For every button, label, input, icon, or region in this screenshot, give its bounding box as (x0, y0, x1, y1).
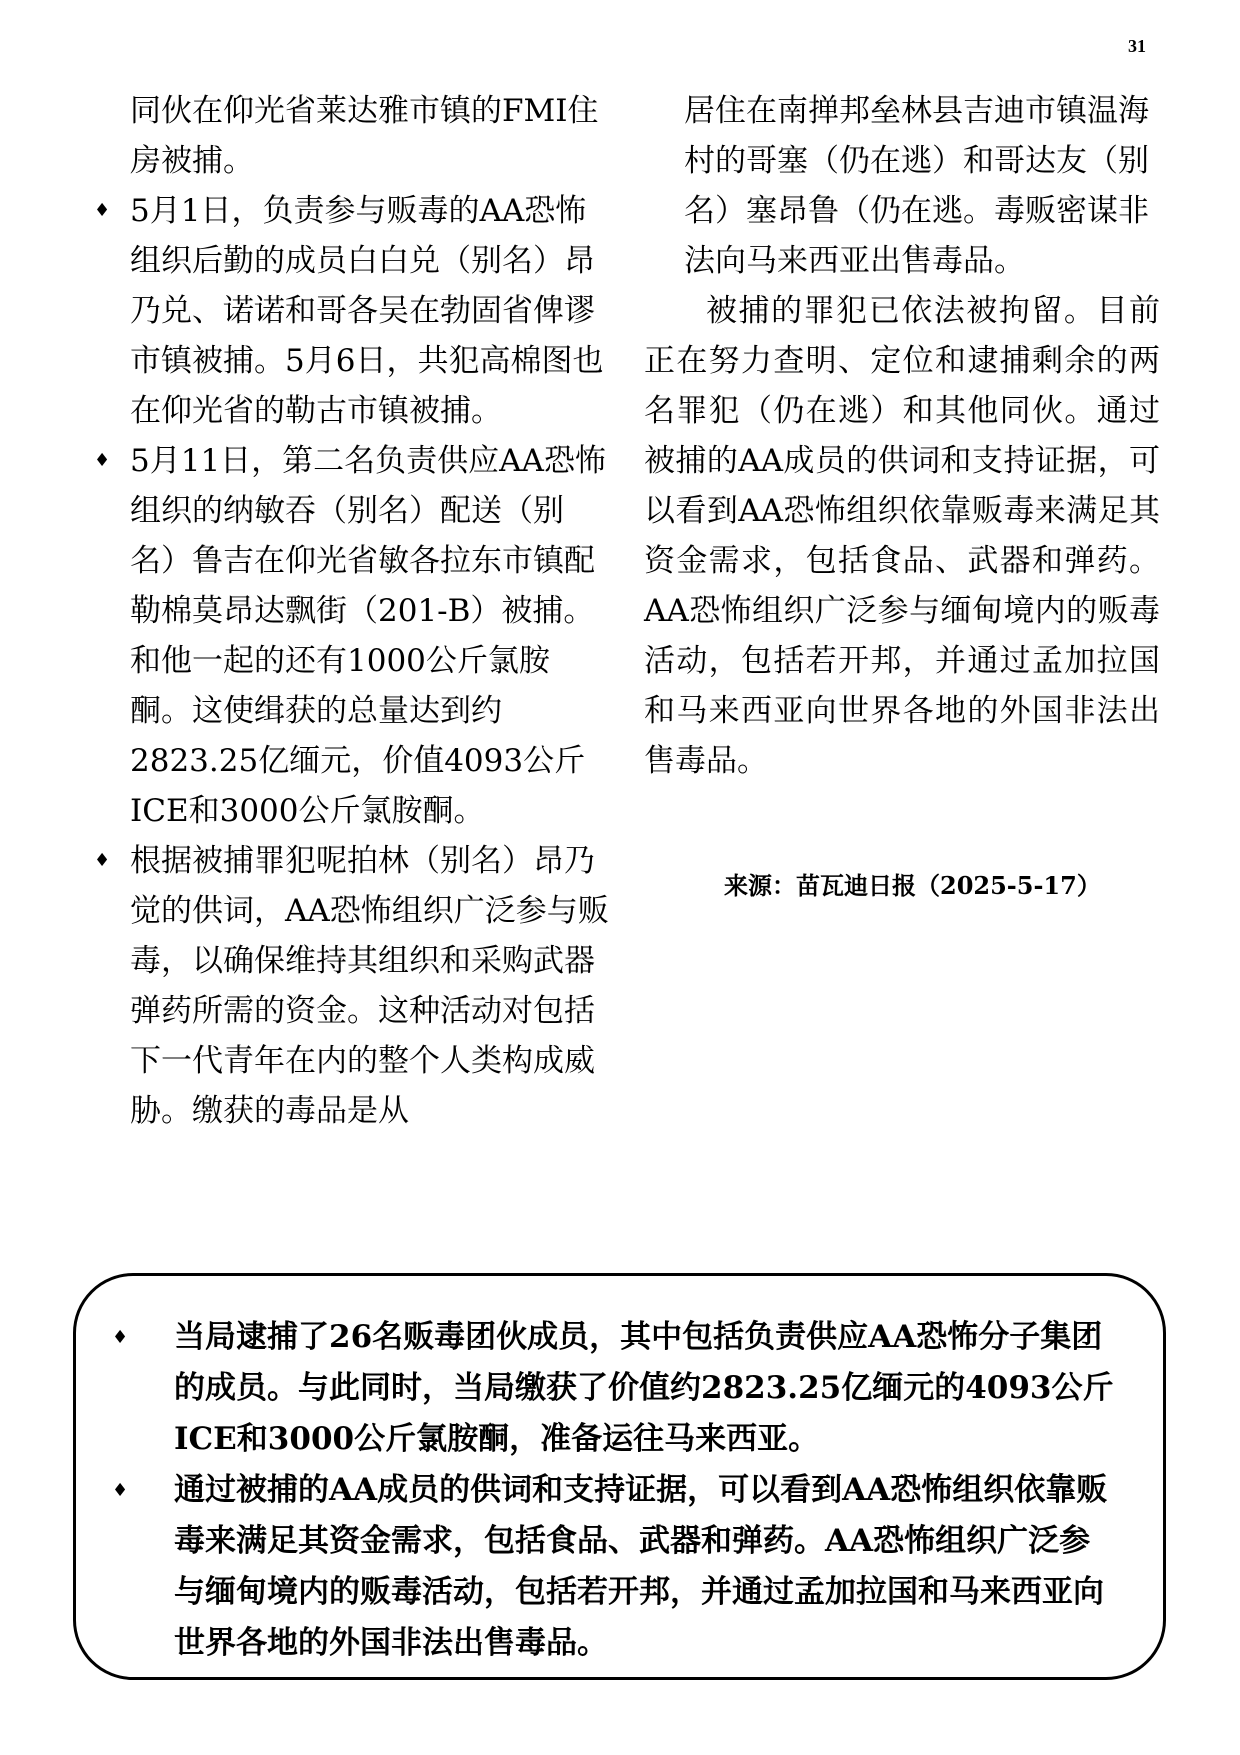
diamond-bullet-icon: ♦ (94, 450, 111, 471)
summary-text: 当局逮捕了26名贩毒团伙成员，其中包括负责供应AA恐怖分子集团的成员。与此同时，当局缴获了价值约2823.25亿缅元的4093公斤ICE和3000公斤氯胺酮，准备运往马来西亚。 (174, 1319, 1114, 1457)
bullet-text: 5月1日，负责参与贩毒的AA恐怖组织后勤的成员白白兑（别名）昂乃兑、诺诺和哥各吴在勃固省俾谬市镇被捕。5月6日，共犯高棉图也在仰光省的勒古市镇被捕。 (130, 193, 604, 429)
summary-item (108, 1465, 1115, 1669)
bullet-item (90, 436, 610, 836)
continuation-paragraph: 居住在南掸邦垒林县吉迪市镇温海村的哥塞（仍在逃）和哥达友（别名）塞昂鲁（仍在逃。毒贩密谋非法向马来西亚出售毒品。 (684, 93, 1149, 279)
summary-box (73, 1273, 1166, 1680)
bullet-item (90, 186, 610, 436)
diamond-bullet-icon: ♦ (94, 850, 111, 871)
body-paragraph: 被捕的罪犯已依法被拘留。目前正在努力查明、定位和逮捕剩余的两名罪犯（仍在逃）和其他同伙。通过被捕的AA成员的供词和支持证据，可以看到AA恐怖组织依靠贩毒来满足其资金需求，包括食品、武器和弹药。AA恐怖组织广泛参与缅甸境内的贩毒活动，包括若开邦，并通过孟加拉国和马来西亚向世界各地的外国非法出售毒品。 (644, 293, 1160, 779)
summary-item (108, 1312, 1115, 1465)
bullet-text: 根据被捕罪犯呢拍林（别名）昂乃觉的供词，AA恐怖组织广泛参与贩毒，以确保维持其组织和采购武器弹药所需的资金。这种活动对包括下一代青年在内的整个人类构成威胁。缴获的毒品是从 (130, 843, 609, 1129)
source-citation: 来源：苗瓦迪日报（2025-5-17） (724, 871, 1101, 900)
bullet-text: 5月11日，第二名负责供应AA恐怖组织的纳敏吞（别名）配送（别名）鲁吉在仰光省敏各拉东市镇配勒棉莫昂达飘街（201-B）被捕。和他一起的还有1000公斤氯胺酮。这使缉获的总量达到约2823.25亿缅元，价值4093公斤ICE和3000公斤氯胺酮。 (130, 443, 606, 829)
summary-text: 通过被捕的AA成员的供词和支持证据，可以看到AA恐怖组织依靠贩毒来满足其资金需求，包括食品、武器和弹药。AA恐怖组织广泛参与缅甸境内的贩毒活动，包括若开邦，并通过孟加拉国和马来西亚向世界各地的外国非法出售毒品。 (174, 1472, 1108, 1661)
right-column (644, 86, 1160, 786)
bullet-item (90, 836, 610, 1136)
diamond-bullet-icon: ♦ (94, 200, 111, 221)
diamond-bullet-icon: ♦ (112, 1480, 129, 1501)
left-column (90, 86, 610, 1136)
continuation-paragraph: 同伙在仰光省莱达雅市镇的FMI住房被捕。 (130, 93, 599, 179)
page-number: 31 (1128, 36, 1146, 56)
diamond-bullet-icon: ♦ (112, 1327, 129, 1348)
